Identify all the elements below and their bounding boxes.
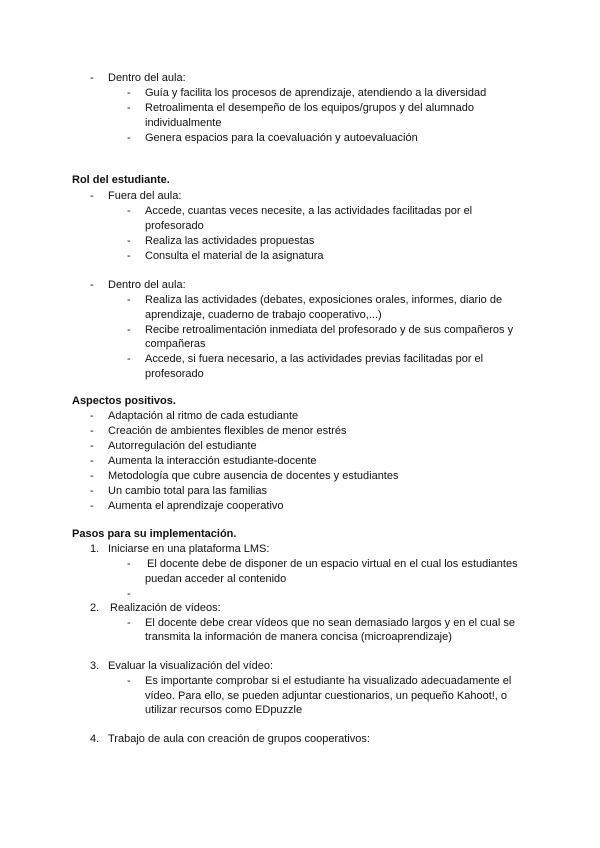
list-item-continuation: profesorado xyxy=(145,368,204,380)
section-heading: Rol del estudiante. xyxy=(72,174,170,186)
list-item-continuation: vídeo. Para ello, se pueden adjuntar cuestionarios, un pequeño Kahoot!, o xyxy=(145,690,508,702)
document-page: - Dentro del aula: - Guía y facilita los procesos de aprendizaje, atendiendo a la diversidad - Retroalimenta el desempeño de los equipos/grupos y del alumnado individualmente - Genera espacios para la coevaluación y autoevaluación Rol del estudiante. - Fuera del aula: - Accede, cuantas veces necesite, a las actividades facilitadas por el profesorado - Realiza las actividades propuestas - Consulta el material de la asignatura - Dentro del aula: - Realiza las actividades (debates, exposiciones orales, informes, diario de aprendizaje, cuaderno de trabajo cooperativo,...) - Recibe retroalimentación inmediata del profesorado y de sus compañeros y compañeras - Accede, si fuera necesario, a las actividades previas facilitadas por el profesorado Aspectos positivos. - Adaptación al ritmo de cada estudiante - Creación de ambientes flexibles de menor estrés - Autorregulación del estudiante - Aumenta la interacción estudiante-docente - Metodología que cubre ausencia de docentes y estudiantes - Un cambio total para las familias - Aumenta el aprendizaje cooperativo Pasos para su implementación. 1. Iniciarse en una plataforma LMS: - El docente debe de disponer de un espacio virtual en el cual los estudiantes puedan acceder al contenido - 2. Realización de vídeos: - El docente debe crear vídeos que no sean demasiado largos y en el cual se transmita la información de manera concisa (microaprendizaje) 3. Evaluar la visualización del vídeo: - Es importante comprobar si el estudiante ha visualizado adecuadamente el vídeo. Para ello, se pueden adjuntar cuestionarios, un pequeño Kahoot!, o utilizar recursos como EDpuzzle 4. Trabajo de aula con creación de grupos cooperativos: xyxy=(72,72,518,745)
list-item-continuation: transmita la información de manera concisa (microaprendizaje) xyxy=(145,631,452,643)
list-item-continuation: individualmente xyxy=(145,117,222,129)
list-item-continuation: aprendizaje, cuaderno de trabajo cooperativo,...) xyxy=(145,309,382,321)
list-item-continuation: compañeras xyxy=(145,338,206,350)
list-item-continuation: utilizar recursos como EDpuzzle xyxy=(145,704,303,716)
section-heading: Aspectos positivos. xyxy=(72,395,176,407)
list-item-continuation: puedan acceder al contenido xyxy=(145,573,287,585)
section-heading: Pasos para su implementación. xyxy=(72,528,237,540)
list-item-continuation: profesorado xyxy=(145,220,204,232)
